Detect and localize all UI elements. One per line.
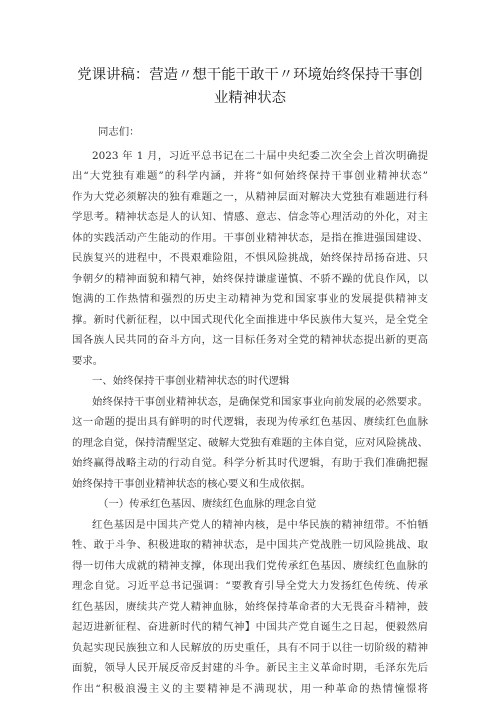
paragraph-line: 学思考。精神状态是人的认知、情感、意志、信念等心理活动的外化，对主 [72, 211, 428, 223]
paragraph-line: 得一切伟大成就的精神支撑，体现出我们党传承红色基因、赓续红色血脉的 [72, 559, 428, 572]
paragraph-line: 始终赢得战略主动的行动自觉。科学分析其时代逻辑，有助于我们准确把握 [72, 457, 428, 469]
paragraph-line: 起迈进新征程、奋进新时代的精气神】中国共产党自诞生之日起，便毅然肩 [72, 621, 428, 633]
paragraph-line: 面貌，领导人民开展反帝反封建的斗争。新民主主义革命时期，毛泽东先后 [72, 662, 428, 674]
document-body [72, 122, 428, 699]
paragraph-line: 出“大党独有难题”的科学内涵，并将“如何始终保持干事创业精神状态” [72, 170, 428, 182]
salutation: 同志们： [98, 126, 140, 138]
paragraph-line: 负起实现民族独立和人民解放的历史重任，具有不同于以往一切阶级的精神 [72, 641, 428, 654]
title-line: 党课讲稿：营造〃想干能干敢干〃环境始终保持干事创 [77, 67, 423, 83]
paragraph-line: 作出“积极浪漫主义的主要精神是不满现状，用一种革命的热情憧憬将 [72, 682, 428, 695]
paragraph-line: 争朝夕的精神面貌和精气神，始终保持谦虚谨慎、不骄不躁的优良作风，以 [72, 272, 428, 285]
section-heading: 一、始终保持干事创业精神状态的时代逻辑 [92, 375, 290, 387]
paragraph-line: 2023 年 1 月，习近平总书记在二十届中央纪委二次全会上首次明确提 [92, 149, 428, 162]
subsection-heading: （一）传承红色基因、赓续红色血脉的理念自觉 [98, 498, 317, 510]
paragraph-line: 红色基因，赓续共产党人精神血脉，始终保持革命者的大无畏奋斗精神，鼓 [72, 600, 428, 613]
paragraph-line: 这一命题的提出具有鲜明的时代逻辑，表现为传承红色基因、赓续红色血脉 [72, 416, 428, 428]
paragraph-line: 红色基因是中国共产党人的精神内核，是中华民族的精神纽带。不怕牺 [92, 518, 428, 531]
paragraph-line: 民族复兴的进程中，不畏艰难险阻，不惧风险挑战，始终保持昂扬奋进、只 [72, 252, 428, 264]
paragraph-line: 理念自觉。习近平总书记强调：“要教育引导全党大力发扬红色传统、传承 [72, 580, 428, 592]
paragraph-line: 的理念自觉，保持清醒坚定、破解大党独有难题的主体自觉，应对风险挑战、 [72, 436, 428, 449]
paragraph-line: 撑。新时代新征程，以中国式现代化全面推进中华民族伟大复兴，是全党全 [72, 313, 428, 326]
paragraph-line: 牲、敢于斗争、积极进取的精神状态，是中国共产党战胜一切风险挑战、取 [72, 539, 428, 551]
paragraph-line: 作为大党必须解决的独有难题之一，从精神层面对解决大党独有难题进行科 [72, 190, 428, 203]
paragraph-line: 始终保持干事创业精神状态的核心要义和生成依据。 [72, 477, 311, 490]
paragraph-line: 国各族人民共同的奋斗方向，这一目标任务对全党的精神状态提出新的更高 [72, 334, 428, 346]
paragraph-line: 始终保持干事创业精神状态，是确保党和国家事业向前发展的必然要求。 [92, 395, 428, 408]
title-line: 业精神状态 [214, 90, 286, 106]
document-title [60, 64, 440, 110]
paragraph-line: 要求。 [72, 354, 104, 367]
paragraph-line: 饱满的工作热情和强烈的历史主动精神为党和国家事业的发展提供精神支 [72, 293, 428, 305]
paragraph-line: 体的实践活动产生能动的作用。干事创业精神状态，是指在推进强国建设、 [72, 231, 428, 244]
